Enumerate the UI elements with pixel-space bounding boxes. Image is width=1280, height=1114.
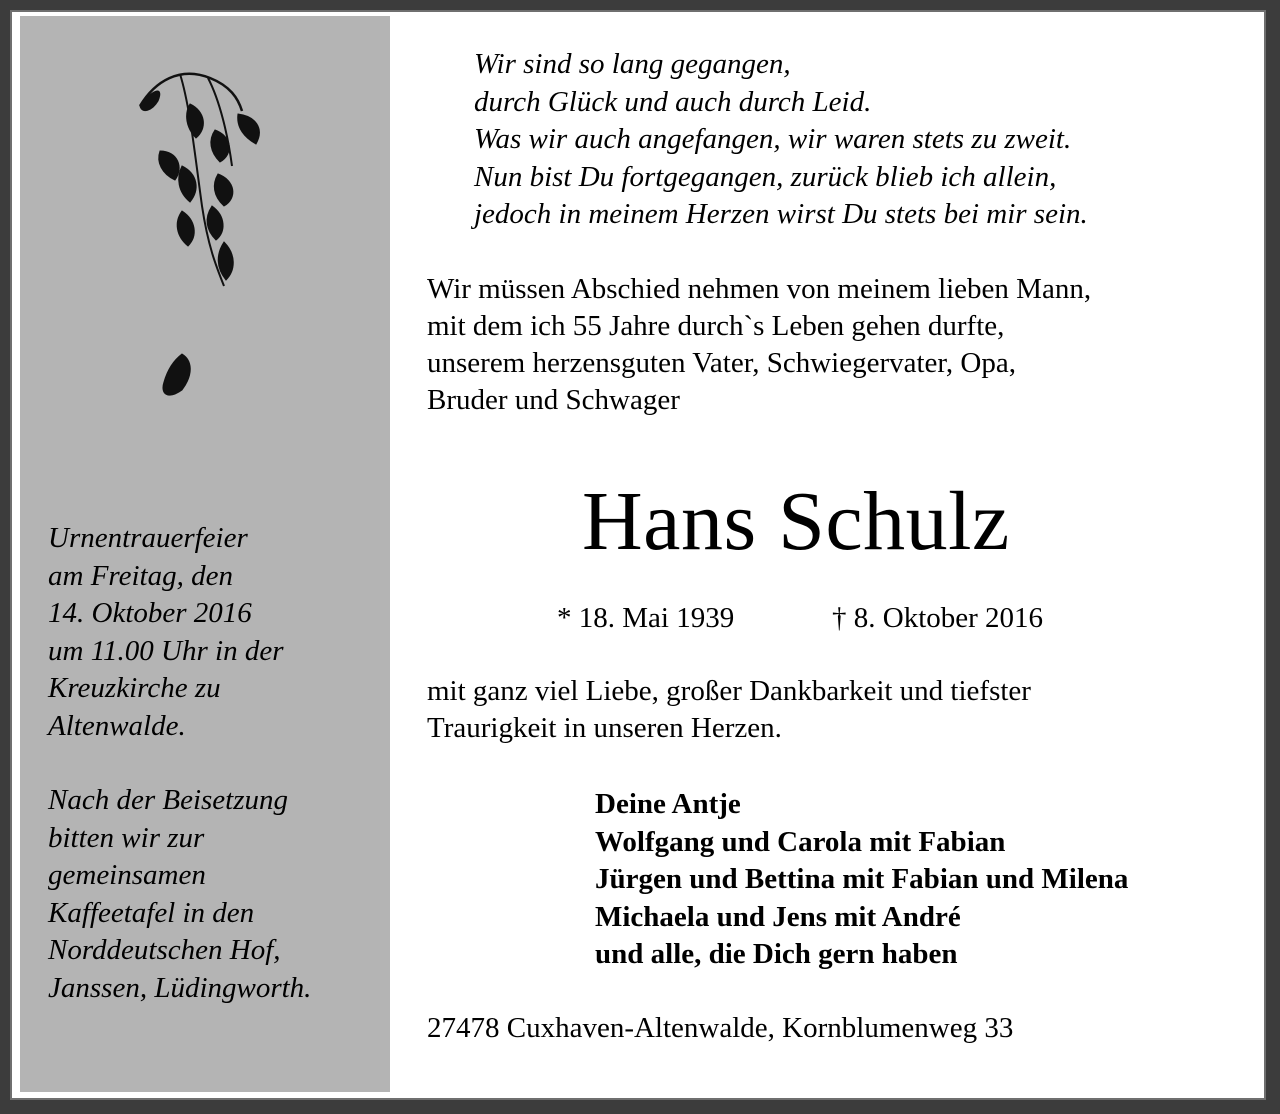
family-signers: Deine Antje Wolfgang und Carola mit Fabian Jürgen und Bettina mit Fabian und Milena Michaela und Jens mit André und alle, die Dich gern haben xyxy=(595,788,1129,970)
closing-text: mit ganz viel Liebe, großer Dankbarkeit und tiefster Traurigkeit in unseren Herzen. xyxy=(427,675,1031,744)
obituary-card xyxy=(10,10,1266,1100)
intro-text: Wir müssen Abschied nehmen von meinem lieben Mann, mit dem ich 55 Jahre durch`s Leben gehen durfte, unserem herzensguten Vater, Schwiegervater, Opa, Bruder und Schwager xyxy=(427,273,1092,416)
poem: Wir sind so lang gegangen, durch Glück und auch durch Leid. Was wir auch angefangen, wir waren stets zu zweit. Nun bist Du fortgegangen, zurück blieb ich allein, jedoch in meinem Herzen wirst Du stets bei mir sein. xyxy=(474,48,1088,230)
birch-branch-icon xyxy=(120,56,270,416)
deceased-name: Hans Schulz xyxy=(582,475,1010,568)
address: 27478 Cuxhaven-Altenwalde, Kornblumenweg 33 xyxy=(427,1012,1014,1044)
birth-date: * 18. Mai 1939 xyxy=(557,602,735,634)
sidebar-panel xyxy=(20,16,390,1092)
death-date: † 8. Oktober 2016 xyxy=(832,602,1044,634)
coffee-invitation: Nach der Beisetzung bitten wir zur gemeinsamen Kaffeetafel in den Norddeutschen Hof, Janssen, Lüdingworth. xyxy=(48,784,312,1004)
ceremony-info: Urnentrauerfeier am Freitag, den 14. Oktober 2016 um 11.00 Uhr in der Kreuzkirche zu Altenwalde. xyxy=(48,522,284,742)
